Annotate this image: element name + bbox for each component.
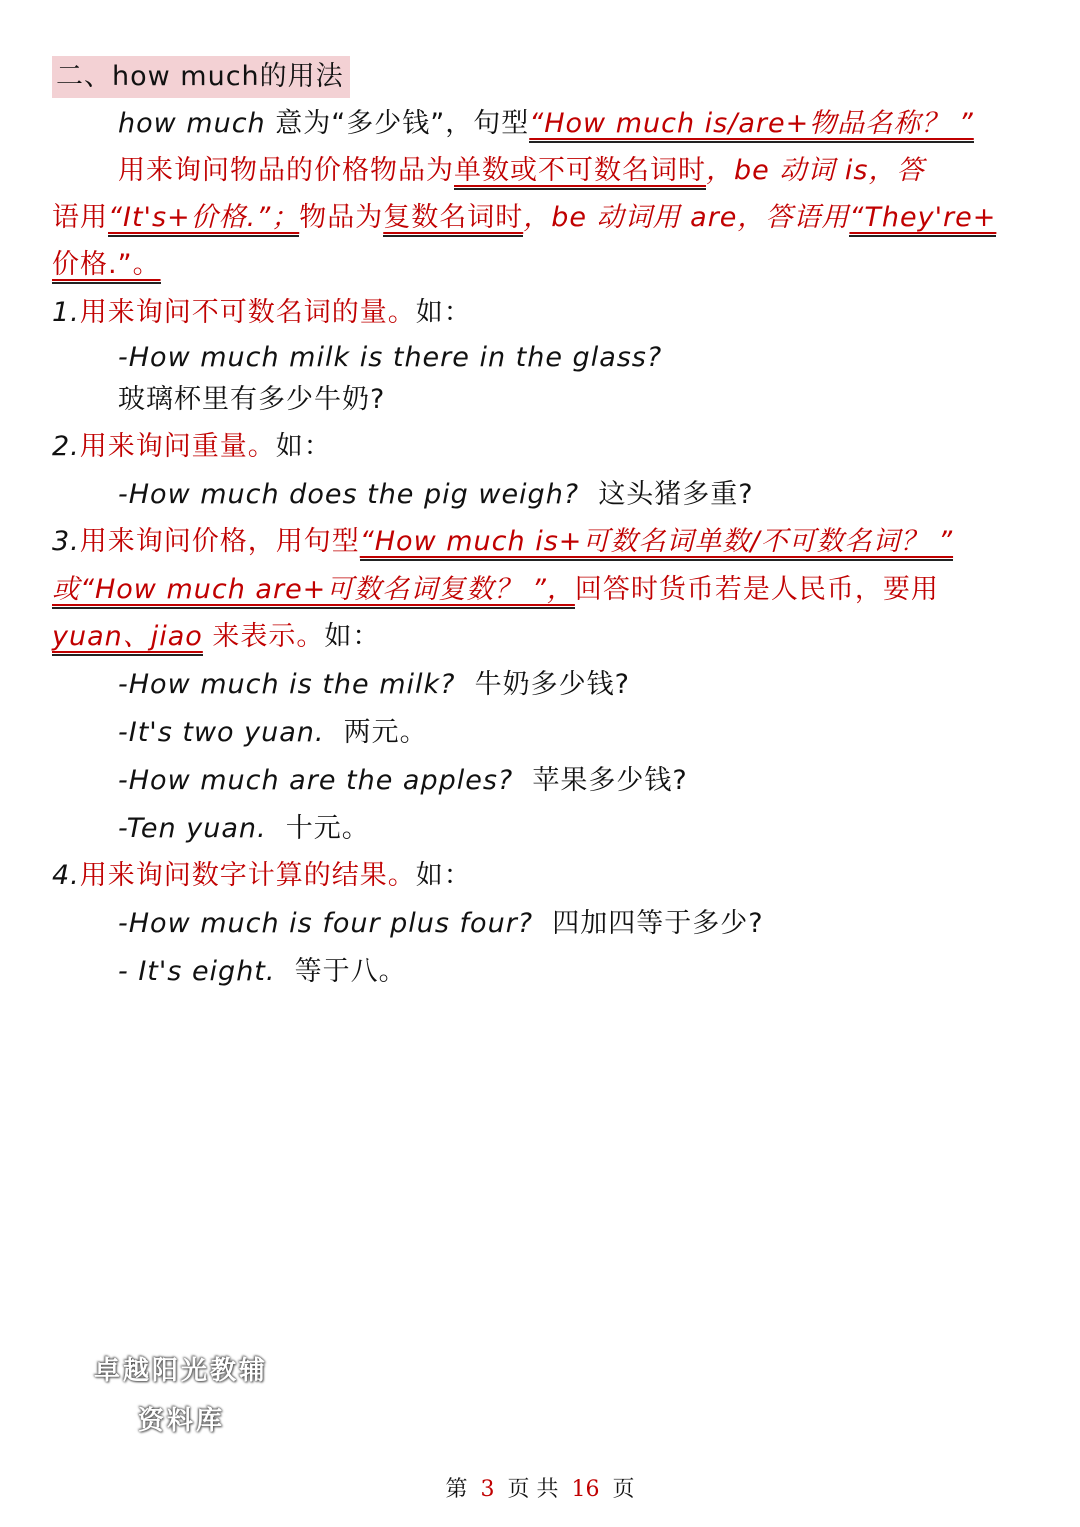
intro-answer-theyre: “They're+ — [849, 202, 996, 237]
point-4 — [52, 856, 472, 896]
intro-answer-label: 语用 — [52, 202, 108, 233]
example-6-en: -Ten yuan. — [118, 813, 267, 844]
intro-line-4 — [52, 245, 161, 285]
example-2-en: -How much does the pig weigh? — [118, 479, 580, 510]
example-5-zh: 苹果多少钱? — [532, 765, 688, 796]
point-tail: 如： — [415, 860, 472, 891]
example-7-en: -How much is four plus four? — [118, 908, 534, 939]
intro-answer-its: “It's+价格.”； — [108, 202, 299, 237]
intro-be-is: ，be 动词 is，答 — [706, 155, 925, 186]
section-heading: 二、how much的用法 — [52, 56, 350, 98]
point-title: 用来询问重量。 — [79, 431, 276, 462]
point-2 — [52, 427, 332, 467]
footer-pre: 第 — [445, 1477, 468, 1502]
watermark-line-2: 资料库 — [138, 1406, 226, 1436]
point-title: 用来询问价格，用句型 — [79, 526, 360, 557]
example-6 — [118, 809, 370, 849]
example-4-en: -It's two yuan. — [118, 717, 325, 748]
point-number: 3. — [52, 526, 80, 557]
intro-pattern: “How much is/are+物品名称？ ” — [529, 108, 974, 143]
point-title: 用来询问数字计算的结果。 — [79, 860, 416, 891]
intro-line-3 — [52, 198, 996, 238]
example-3 — [118, 665, 630, 705]
example-1-zh: 玻璃杯里有多少牛奶? — [118, 384, 386, 415]
intro-line-2 — [118, 151, 924, 191]
point-title: 用来询问不可数名词的量。 — [79, 297, 416, 328]
intro-answer-end: 价格.”。 — [52, 249, 161, 284]
point-number: 4. — [52, 860, 80, 891]
example-4 — [118, 713, 428, 753]
point-3-line-1 — [52, 522, 953, 562]
example-6-zh: 十元。 — [285, 813, 370, 844]
example-2 — [118, 475, 754, 515]
intro-meaning: 意为“多少钱”，句型 — [265, 108, 530, 139]
example-5 — [118, 761, 688, 801]
example-4-zh: 两元。 — [343, 717, 428, 748]
intro-term: how much — [118, 108, 266, 139]
point-tail: 如： — [324, 621, 381, 652]
footer-page-total: 16 — [571, 1477, 600, 1502]
footer-mid: 页 共 — [507, 1477, 559, 1502]
point-3-express: 来表示。 — [202, 621, 325, 652]
point-3-pattern-1: “How much is+可数名词单数/不可数名词？ ” — [360, 526, 953, 561]
intro-plural: 复数名词时 — [383, 202, 523, 237]
intro-be-are: ，be 动词用 are，答语用 — [523, 202, 850, 233]
point-3-line-2 — [52, 570, 939, 610]
example-5-en: -How much are the apples? — [118, 765, 514, 796]
point-tail: 如： — [415, 297, 472, 328]
example-3-en: -How much is the milk? — [118, 669, 456, 700]
point-3-pattern-2: 或“How much are+可数名词复数？ ”， — [52, 574, 575, 609]
intro-usage: 用来询问物品的价格物品为 — [118, 155, 454, 186]
point-3-currency: 回答时货币若是人民币，要用 — [574, 574, 939, 605]
intro-singular: 单数或不可数名词时 — [454, 155, 706, 190]
intro-line-1 — [118, 104, 974, 144]
point-3-line-3 — [52, 617, 380, 657]
example-7-zh: 四加四等于多少? — [552, 908, 764, 939]
point-number: 2. — [52, 431, 80, 462]
point-number: 1. — [52, 297, 80, 328]
intro-plural-label: 物品为 — [299, 202, 384, 233]
example-8-zh: 等于八。 — [294, 956, 407, 987]
page-footer — [0, 1472, 1080, 1503]
example-3-zh: 牛奶多少钱? — [474, 669, 631, 700]
example-1-en: -How much milk is there in the glass? — [118, 342, 663, 373]
example-8-en: - It's eight. — [118, 956, 276, 987]
example-7 — [118, 904, 764, 944]
point-1 — [52, 293, 472, 333]
point-3-units: yuan、jiao — [52, 621, 203, 656]
footer-post: 页 — [612, 1477, 635, 1502]
footer-page-number: 3 — [480, 1477, 495, 1502]
watermark-line-1: 卓越阳光教辅 — [94, 1356, 269, 1386]
example-2-zh: 这头猪多重? — [598, 479, 754, 510]
example-8 — [118, 952, 407, 992]
point-tail: 如： — [275, 431, 332, 462]
